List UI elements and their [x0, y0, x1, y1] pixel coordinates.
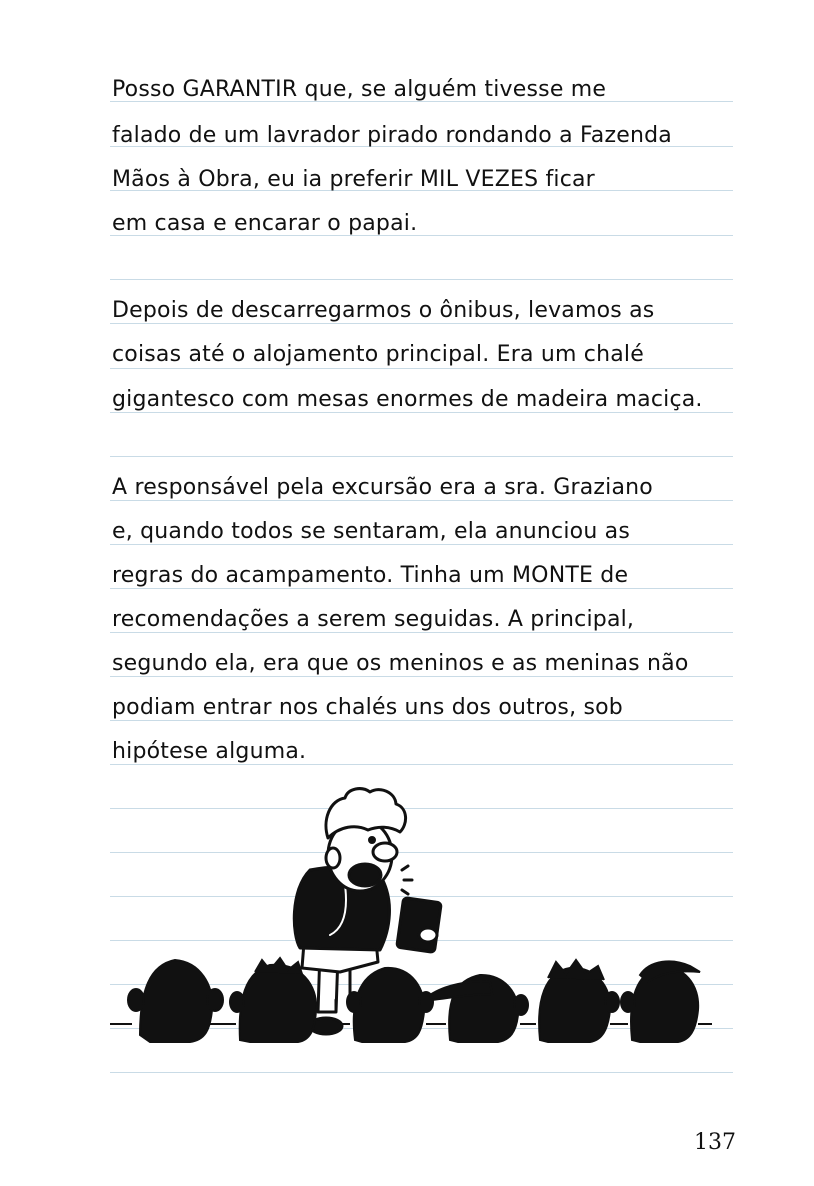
text-line: Depois de descarregarmos o ônibus, levamos as — [112, 298, 655, 323]
text-line: e, quando todos se sentaram, ela anunciou as — [112, 519, 631, 544]
text-line: recomendações a serem seguidas. A principal, — [112, 607, 635, 632]
text-line: em casa e encarar o papai. — [112, 211, 418, 236]
text-line: falado de um lavrador pirado rondando a Fazenda — [112, 123, 672, 148]
text-line: hipótese alguma. — [112, 739, 307, 764]
kids-silhouettes — [128, 958, 700, 1042]
text-line: podiam entrar nos chalés uns dos outros, sob — [112, 695, 623, 720]
text-line: Mãos à Obra, eu ia preferir MIL VEZES ficar — [112, 167, 595, 192]
page-number: 137 — [694, 1130, 736, 1155]
text-line: Posso GARANTIR que, se alguém tivesse me — [112, 77, 607, 102]
text-line: gigantesco com mesas enormes de madeira maciça. — [112, 387, 703, 412]
text-line: coisas até o alojamento principal. Era um chalé — [112, 342, 644, 367]
text-line: regras do acampamento. Tinha um MONTE de — [112, 563, 629, 588]
text-line: segundo ela, era que os meninos e as meninas não — [112, 651, 689, 676]
text-line: A responsável pela excursão era a sra. Graziano — [112, 475, 653, 500]
